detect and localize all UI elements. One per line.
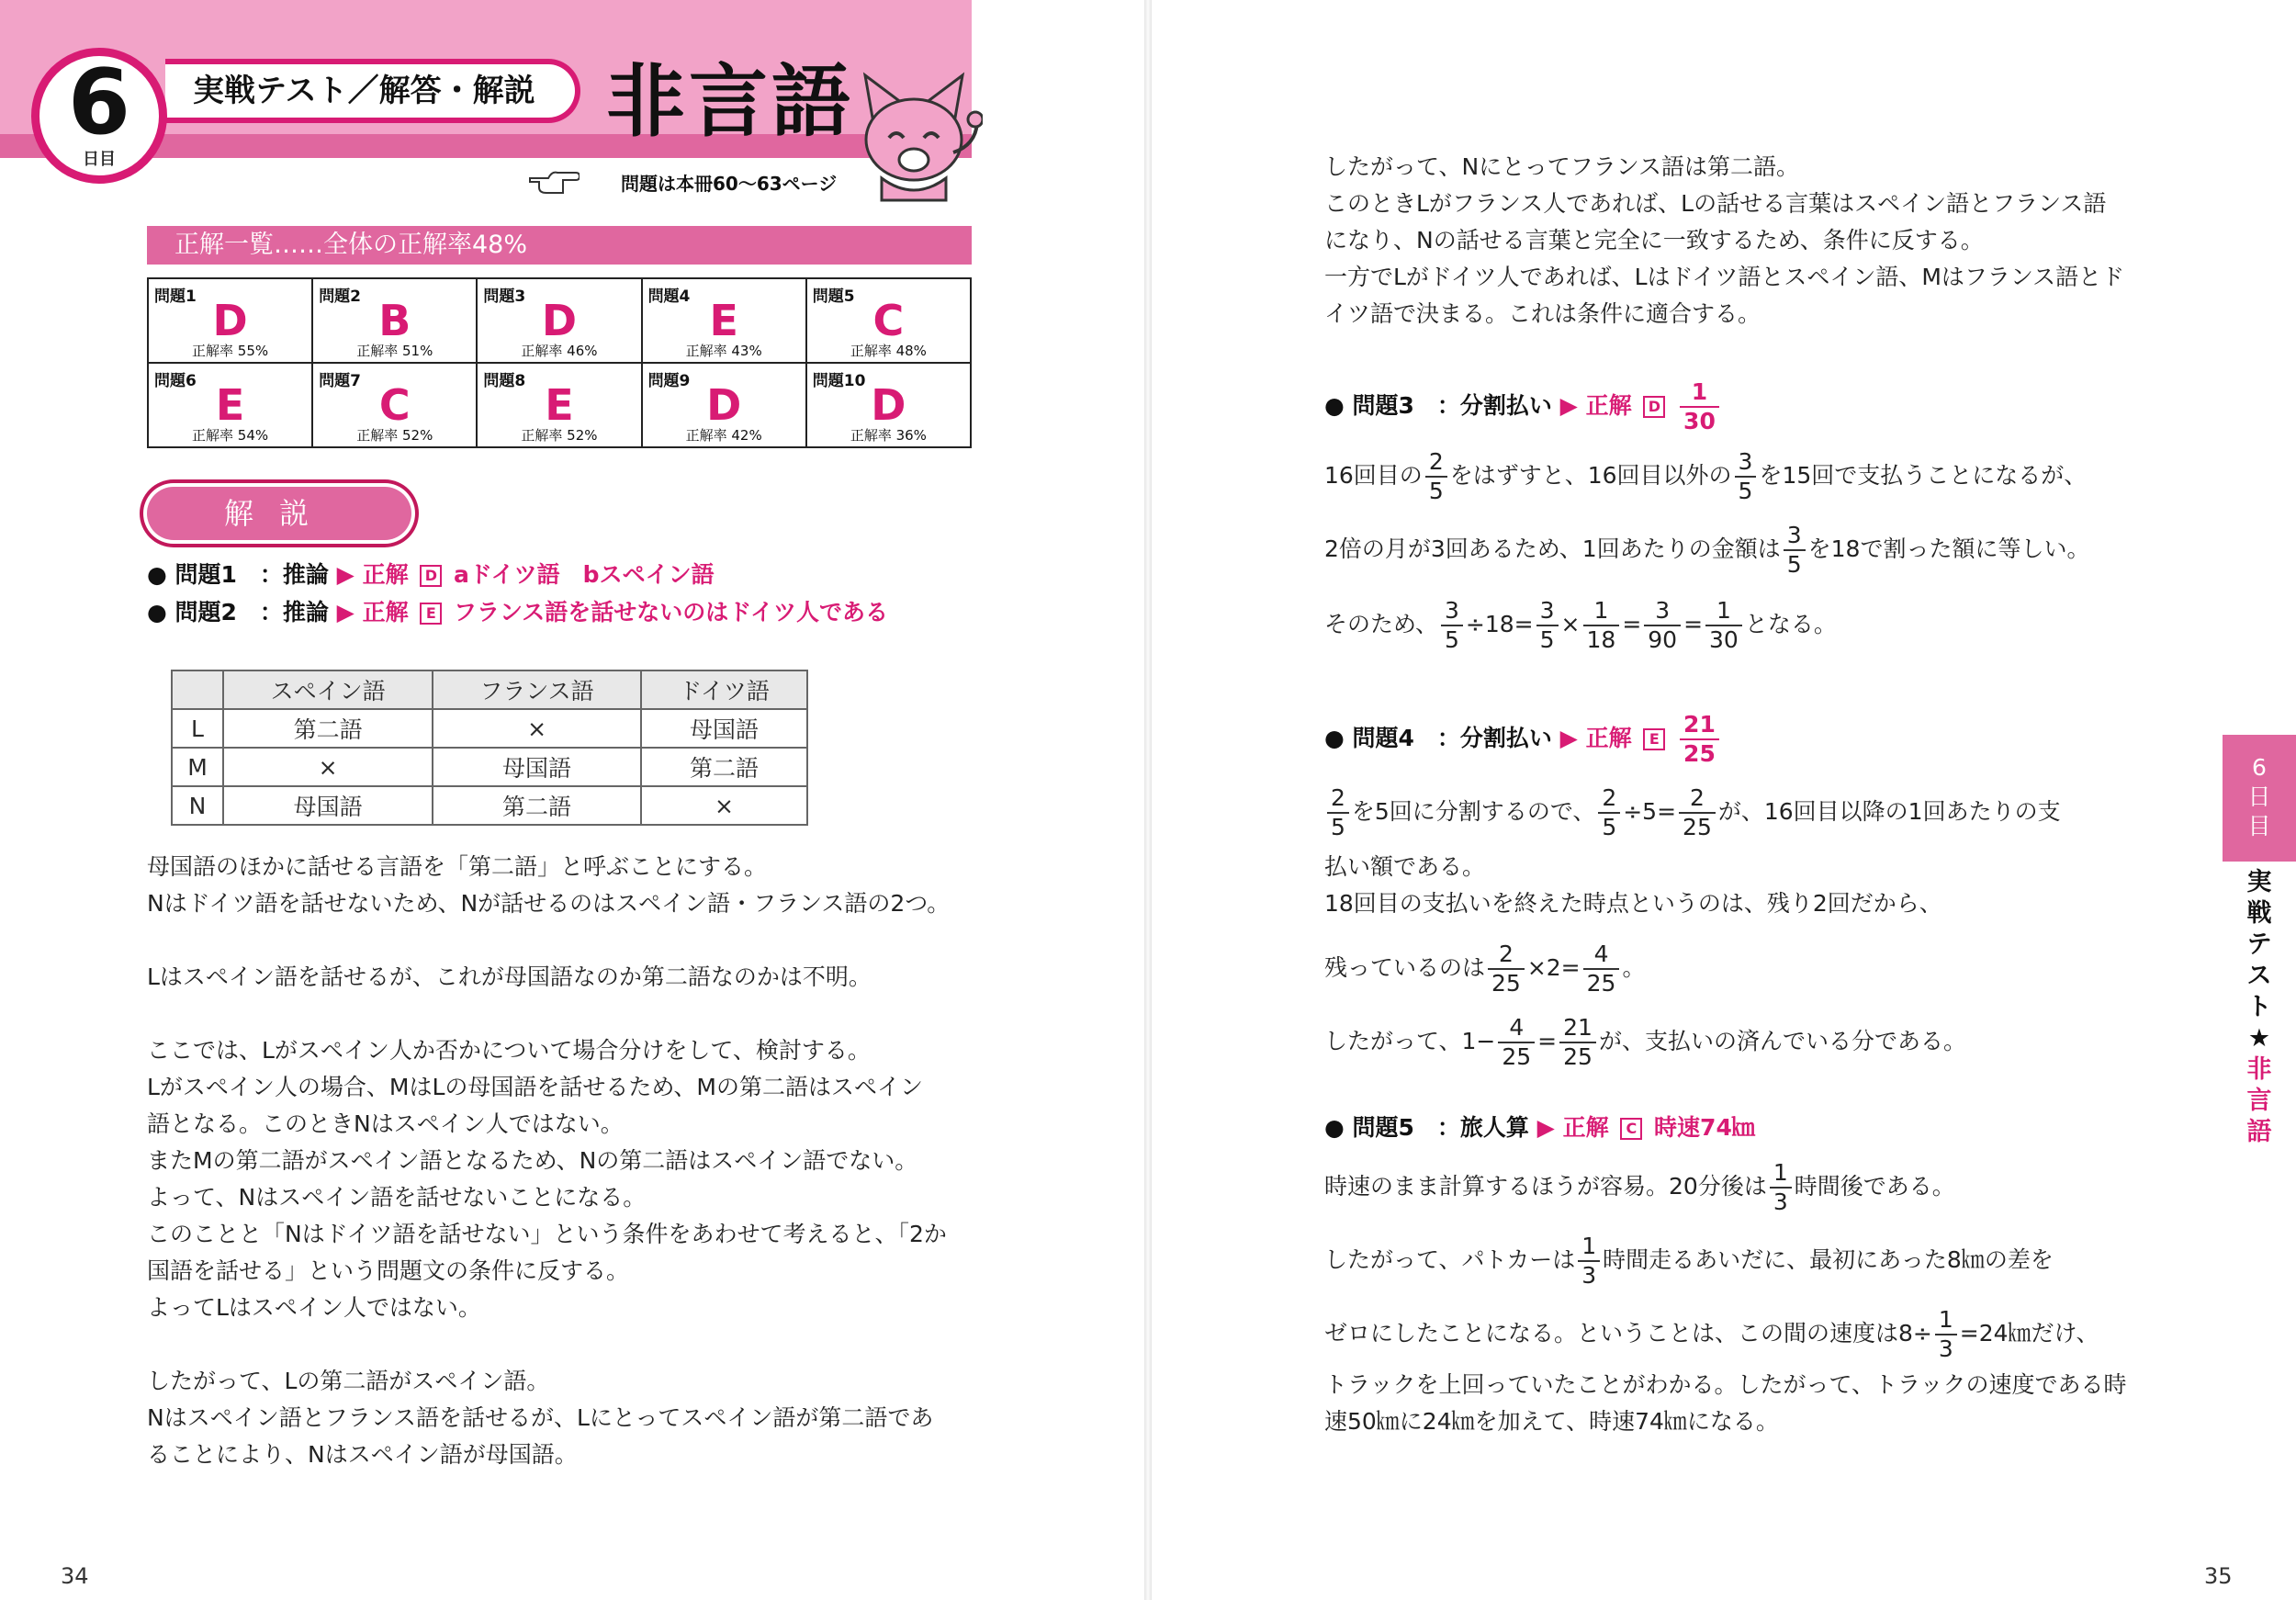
text-span: 時速のまま計算するほうが容易。20分後は	[1324, 1173, 1767, 1200]
text-span: ゼロにしたことになる。ということは、この間の速度は8÷	[1324, 1320, 1932, 1346]
answer-label: 問題6	[154, 372, 197, 390]
text-span: したがって、1−	[1324, 1028, 1496, 1054]
q4-heading	[1324, 711, 1722, 768]
fraction	[1705, 597, 1742, 654]
pointing-hand-icon	[528, 169, 580, 197]
lang-cell: M	[172, 748, 223, 786]
text-line: 一方でLがドイツ人であれば、Lはドイツ語とスペイン語、Mはフランス語とド	[1324, 264, 2125, 290]
side-tab	[2223, 735, 2296, 862]
text-line: 国語を話せる」という問題文の条件に反する。	[147, 1257, 630, 1284]
fraction	[1441, 597, 1463, 654]
fraction	[1644, 597, 1681, 654]
fraction	[1498, 1014, 1535, 1071]
fraction	[1583, 941, 1620, 997]
denominator: 3	[1938, 1335, 1953, 1362]
lang-header: フランス語	[433, 670, 641, 709]
q2-head: ● 問題2 ：推論	[147, 599, 329, 625]
q5-answer-label: 正解	[1562, 1114, 1609, 1141]
text-span: を5回に分割するので、	[1351, 798, 1596, 825]
answer-cell	[806, 278, 971, 363]
answer-rate: 正解率 42%	[685, 427, 762, 444]
denominator: 5	[1331, 814, 1345, 840]
fraction	[1425, 448, 1447, 505]
text-line: よって、Nはスペイン語を話せないことになる。	[147, 1184, 647, 1211]
arrow-icon: ▶	[1559, 725, 1578, 751]
text-span: 時間後である。	[1794, 1173, 1955, 1200]
denominator: 5	[1602, 814, 1617, 840]
lang-header: ドイツ語	[641, 670, 807, 709]
numerator: 1	[1583, 597, 1620, 626]
numerator: 3	[1735, 448, 1757, 478]
fraction	[1559, 1014, 1596, 1071]
answer-label: 問題1	[154, 287, 197, 306]
side-title-accent: 非 言 語	[2246, 1055, 2272, 1146]
day-sub: 日目	[83, 150, 116, 169]
answer-rate: 正解率 52%	[521, 427, 598, 444]
lang-cell: ×	[433, 709, 641, 748]
denominator: 5	[1738, 478, 1753, 504]
fraction	[1583, 597, 1620, 654]
text-line: ることにより、Nはスペイン語が母国語。	[147, 1441, 578, 1468]
text-line: ここでは、Lがスペイン人か否かについて場合分けをして、検討する。	[147, 1037, 871, 1064]
numerator: 3	[1644, 597, 1681, 626]
answer-box-icon: C	[1620, 1118, 1642, 1140]
denominator: 3	[1581, 1262, 1597, 1289]
text-line: イツ語で決まる。これは条件に適合する。	[1324, 300, 1761, 327]
numerator: 2	[1679, 784, 1716, 814]
answer-label: 問題8	[483, 372, 526, 390]
answer-cell	[477, 363, 641, 447]
q4-line-3: 18回目の支払いを終えた時点というのは、残り2回だから、	[1324, 890, 1942, 917]
answer-box-icon: E	[1643, 728, 1665, 750]
denominator: 18	[1586, 626, 1616, 653]
denominator: 25	[1502, 1043, 1532, 1070]
answer-rate: 正解率 52%	[356, 427, 433, 444]
lang-cell: 母国語	[641, 709, 807, 748]
lang-cell: L	[172, 709, 223, 748]
text-line: よってLはスペイン人ではない。	[147, 1294, 481, 1321]
text-span: ÷5=	[1623, 798, 1677, 825]
denominator: 25	[1586, 970, 1616, 997]
q5-heading	[1324, 1110, 1755, 1143]
answer-letter: B	[378, 296, 411, 345]
q3-line-3	[1324, 597, 1837, 654]
text-span: 16回目の	[1324, 462, 1423, 489]
answer-letter: D	[871, 380, 906, 430]
answer-cell	[477, 278, 641, 363]
text-line: このことと「Nはドイツ語を話せない」という条件をあわせて考えると、「2か	[147, 1221, 947, 1247]
lang-header	[172, 670, 223, 709]
denominator: 30	[1709, 626, 1739, 653]
side-tab-sub: 日	[2247, 783, 2271, 810]
arrow-icon: ▶	[1559, 392, 1578, 419]
page-number-left: 34	[61, 1563, 89, 1589]
q4-line-2: 払い額である。	[1324, 853, 1486, 880]
fraction	[1935, 1306, 1957, 1363]
q1-head: ● 問題1 ：推論	[147, 561, 329, 588]
q1-answer-text: aドイツ語 bスペイン語	[454, 561, 715, 588]
q5-line-2	[1324, 1233, 2054, 1290]
fraction	[1679, 784, 1716, 841]
answer-cell	[642, 278, 806, 363]
denominator: 25	[1683, 814, 1712, 840]
answer-letter: D	[706, 380, 742, 430]
answer-rate: 正解率 55%	[192, 343, 269, 359]
answer-cell	[642, 363, 806, 447]
lang-cell: N	[172, 786, 223, 825]
answer-label: 問題4	[647, 287, 691, 306]
answer-label: 問題10	[812, 372, 866, 390]
denominator: 90	[1648, 626, 1678, 653]
lang-cell: 第二語	[641, 748, 807, 786]
text-span: =	[1537, 1028, 1558, 1054]
fraction	[1784, 522, 1806, 579]
fraction	[1598, 784, 1620, 841]
numerator: 1	[1935, 1306, 1957, 1335]
text-span: そのため、	[1324, 611, 1439, 637]
lang-cell: 母国語	[223, 786, 433, 825]
numerator: 1	[1680, 378, 1719, 408]
text-span: ×	[1560, 611, 1581, 637]
text-span: =	[1622, 611, 1642, 637]
answer-cell	[312, 278, 477, 363]
q3-line-2	[1324, 522, 2089, 579]
answer-letter: D	[541, 296, 578, 345]
numerator: 2	[1327, 784, 1349, 814]
answer-rate: 正解率 43%	[685, 343, 762, 359]
answer-cell	[312, 363, 477, 447]
lang-cell: 母国語	[433, 748, 641, 786]
text-line: Nはスペイン語とフランス語を話せるが、Lにとってスペイン語が第二語であ	[147, 1404, 934, 1431]
text-line: 語となる。このときNはスペイン人ではない。	[147, 1110, 624, 1137]
fraction	[1488, 941, 1525, 997]
answer-rate: 正解率 51%	[356, 343, 433, 359]
q5-head: ● 問題5 ：旅人算	[1324, 1114, 1529, 1141]
arrow-icon: ▶	[336, 599, 355, 625]
numerator: 1	[1578, 1233, 1600, 1262]
answer-label: 問題5	[812, 287, 855, 306]
numerator: 4	[1498, 1014, 1535, 1043]
arrow-icon: ▶	[1536, 1114, 1555, 1141]
language-table	[171, 670, 808, 826]
text-span: したがって、パトカーは	[1324, 1246, 1576, 1273]
denominator: 25	[1491, 970, 1521, 997]
text-span: =24㎞だけ、	[1959, 1320, 2099, 1346]
text-span: 。	[1622, 954, 1646, 981]
answer-table	[147, 277, 972, 448]
q4-line-5	[1324, 1014, 1966, 1071]
answer-box-icon: D	[1643, 396, 1665, 418]
text-line: したがって、Lの第二語がスペイン語。	[147, 1368, 550, 1394]
text-span: ×2=	[1526, 954, 1581, 981]
fraction	[1327, 784, 1349, 841]
q2-answer-label: 正解	[362, 599, 409, 625]
q1-answer-label: 正解	[362, 561, 409, 588]
arrow-icon: ▶	[336, 561, 355, 588]
q1-heading	[147, 557, 715, 590]
side-tab-sub: 目	[2247, 813, 2271, 839]
question-reference: 問題は本冊60～63ページ	[621, 173, 838, 195]
text-line: Lはスペイン語を話せるが、これが母国語なのか第二語なのかは不明。	[147, 963, 872, 990]
lang-cell: 第二語	[223, 709, 433, 748]
q3-answer-label: 正解	[1585, 392, 1632, 419]
answer-cell	[148, 278, 312, 363]
answer-label: 問題7	[319, 372, 362, 390]
numerator: 2	[1488, 941, 1525, 970]
text-span: 時間走るあいだに、最初にあった8㎞の差を	[1603, 1246, 2054, 1273]
text-line: 母国語のほかに話せる言語を「第二語」と呼ぶことにする。	[147, 853, 768, 880]
text-line: このときLがフランス人であれば、Lの話せる言葉はスペイン語とフランス語	[1324, 190, 2107, 217]
answer-letter: E	[215, 380, 245, 430]
denominator: 25	[1563, 1043, 1593, 1070]
lang-cell: ×	[641, 786, 807, 825]
q2-heading	[147, 594, 888, 627]
numerator: 3	[1441, 597, 1463, 626]
answer-cell	[148, 363, 312, 447]
q4-line-1	[1324, 784, 2061, 841]
answer-rate: 正解率 36%	[850, 427, 927, 444]
q3-answer-fraction	[1680, 378, 1719, 435]
answer-summary-label: 正解一覧……全体の正解率48%	[147, 226, 972, 265]
answer-letter: C	[378, 380, 411, 430]
q5-answer-text: 時速74㎞	[1654, 1114, 1755, 1141]
page-number-right: 35	[2204, 1563, 2233, 1589]
text-span: が、支払いの済んでいる分である。	[1598, 1028, 1966, 1054]
q2-answer-text: フランス語を話せないのはドイツ人である	[454, 599, 889, 625]
q4-head: ● 問題4 ：分割払い	[1324, 725, 1552, 751]
numerator: 4	[1583, 941, 1620, 970]
denominator: 5	[1539, 626, 1555, 653]
text-span: をはずすと、16回目以外の	[1449, 462, 1732, 489]
lang-header: スペイン語	[223, 670, 433, 709]
q4-answer-fraction	[1680, 711, 1719, 768]
numerator: 1	[1705, 597, 1742, 626]
text-line: Nはドイツ語を話せないため、Nが話せるのはスペイン語・フランス語の2つ。	[147, 890, 951, 917]
numerator: 2	[1598, 784, 1620, 814]
answer-box-icon: D	[420, 565, 442, 587]
text-line: したがって、Nにとってフランス語は第二語。	[1324, 153, 1799, 180]
text-span: =	[1683, 611, 1704, 637]
q5-line-3	[1324, 1306, 2099, 1363]
lang-cell: ×	[223, 748, 433, 786]
answer-label: 問題2	[319, 287, 362, 306]
answer-rate: 正解率 48%	[850, 343, 927, 359]
answer-cell	[806, 363, 971, 447]
answer-letter: C	[872, 296, 905, 345]
side-title-text: 実 戦 テ ス ト ★	[2246, 868, 2272, 1053]
text-line: またMの第二語がスペイン語となるため、Nの第二語はスペイン語でない。	[147, 1147, 918, 1174]
text-span: を15回で支払うことになるが、	[1759, 462, 2088, 489]
answer-label: 問題9	[647, 372, 691, 390]
q4-line-4	[1324, 941, 1645, 997]
answer-letter: D	[212, 296, 248, 345]
answer-box-icon: E	[420, 603, 442, 625]
text-span: 残っているのは	[1324, 954, 1486, 981]
fraction	[1770, 1159, 1792, 1216]
numerator: 21	[1559, 1014, 1596, 1043]
numerator: 1	[1770, 1159, 1792, 1189]
denominator: 30	[1683, 408, 1716, 434]
answer-letter: E	[545, 380, 574, 430]
denominator: 5	[1786, 551, 1802, 578]
day-number: 6	[67, 51, 131, 155]
numerator: 3	[1536, 597, 1559, 626]
text-line: Lがスペイン人の場合、MはLの母国語を話せるため、Mの第二語はスペイン	[147, 1074, 923, 1100]
q5-line-5: 速50㎞に24㎞を加えて、時速74㎞になる。	[1324, 1408, 1779, 1435]
text-span: ÷18=	[1465, 611, 1534, 637]
book-gutter	[1144, 0, 1152, 1600]
denominator: 3	[1773, 1189, 1788, 1215]
cat-mascot-icon	[845, 64, 983, 202]
text-span: を18で割った額に等しい。	[1807, 535, 2090, 562]
side-tab-number: 6	[2252, 754, 2267, 781]
q3-heading	[1324, 378, 1722, 435]
answer-letter: E	[709, 296, 738, 345]
lang-cell: 第二語	[433, 786, 641, 825]
answer-rate: 正解率 46%	[521, 343, 598, 359]
fraction	[1578, 1233, 1600, 1290]
day-badge	[31, 48, 167, 184]
text-span: 2倍の月が3回あるため、1回あたりの金額は	[1324, 535, 1781, 562]
page-title: 非言語	[606, 56, 854, 148]
section-title: 実戦テスト／解答・解説	[165, 59, 580, 123]
numerator: 21	[1680, 711, 1719, 740]
side-vertical-title	[2241, 867, 2278, 1148]
answer-rate: 正解率 54%	[192, 427, 269, 444]
denominator: 25	[1683, 740, 1716, 767]
q3-head: ● 問題3 ：分割払い	[1324, 392, 1552, 419]
numerator: 2	[1425, 448, 1447, 478]
answer-label: 問題3	[483, 287, 526, 306]
q5-line-1	[1324, 1159, 1955, 1216]
q5-line-4: トラックを上回っていたことがわかる。したがって、トラックの速度である時	[1324, 1371, 2127, 1398]
q3-line-1	[1324, 448, 2087, 505]
explanation-heading: 解説	[147, 487, 411, 540]
text-span: が、16回目以降の1回あたりの支	[1717, 798, 2061, 825]
denominator: 5	[1445, 626, 1459, 653]
text-line: になり、Nの話せる言葉と完全に一致するため、条件に反する。	[1324, 227, 1984, 254]
fraction	[1735, 448, 1757, 505]
fraction	[1536, 597, 1559, 654]
q4-answer-label: 正解	[1585, 725, 1632, 751]
text-span: となる。	[1744, 611, 1837, 637]
numerator: 3	[1784, 522, 1806, 551]
denominator: 5	[1428, 478, 1444, 504]
